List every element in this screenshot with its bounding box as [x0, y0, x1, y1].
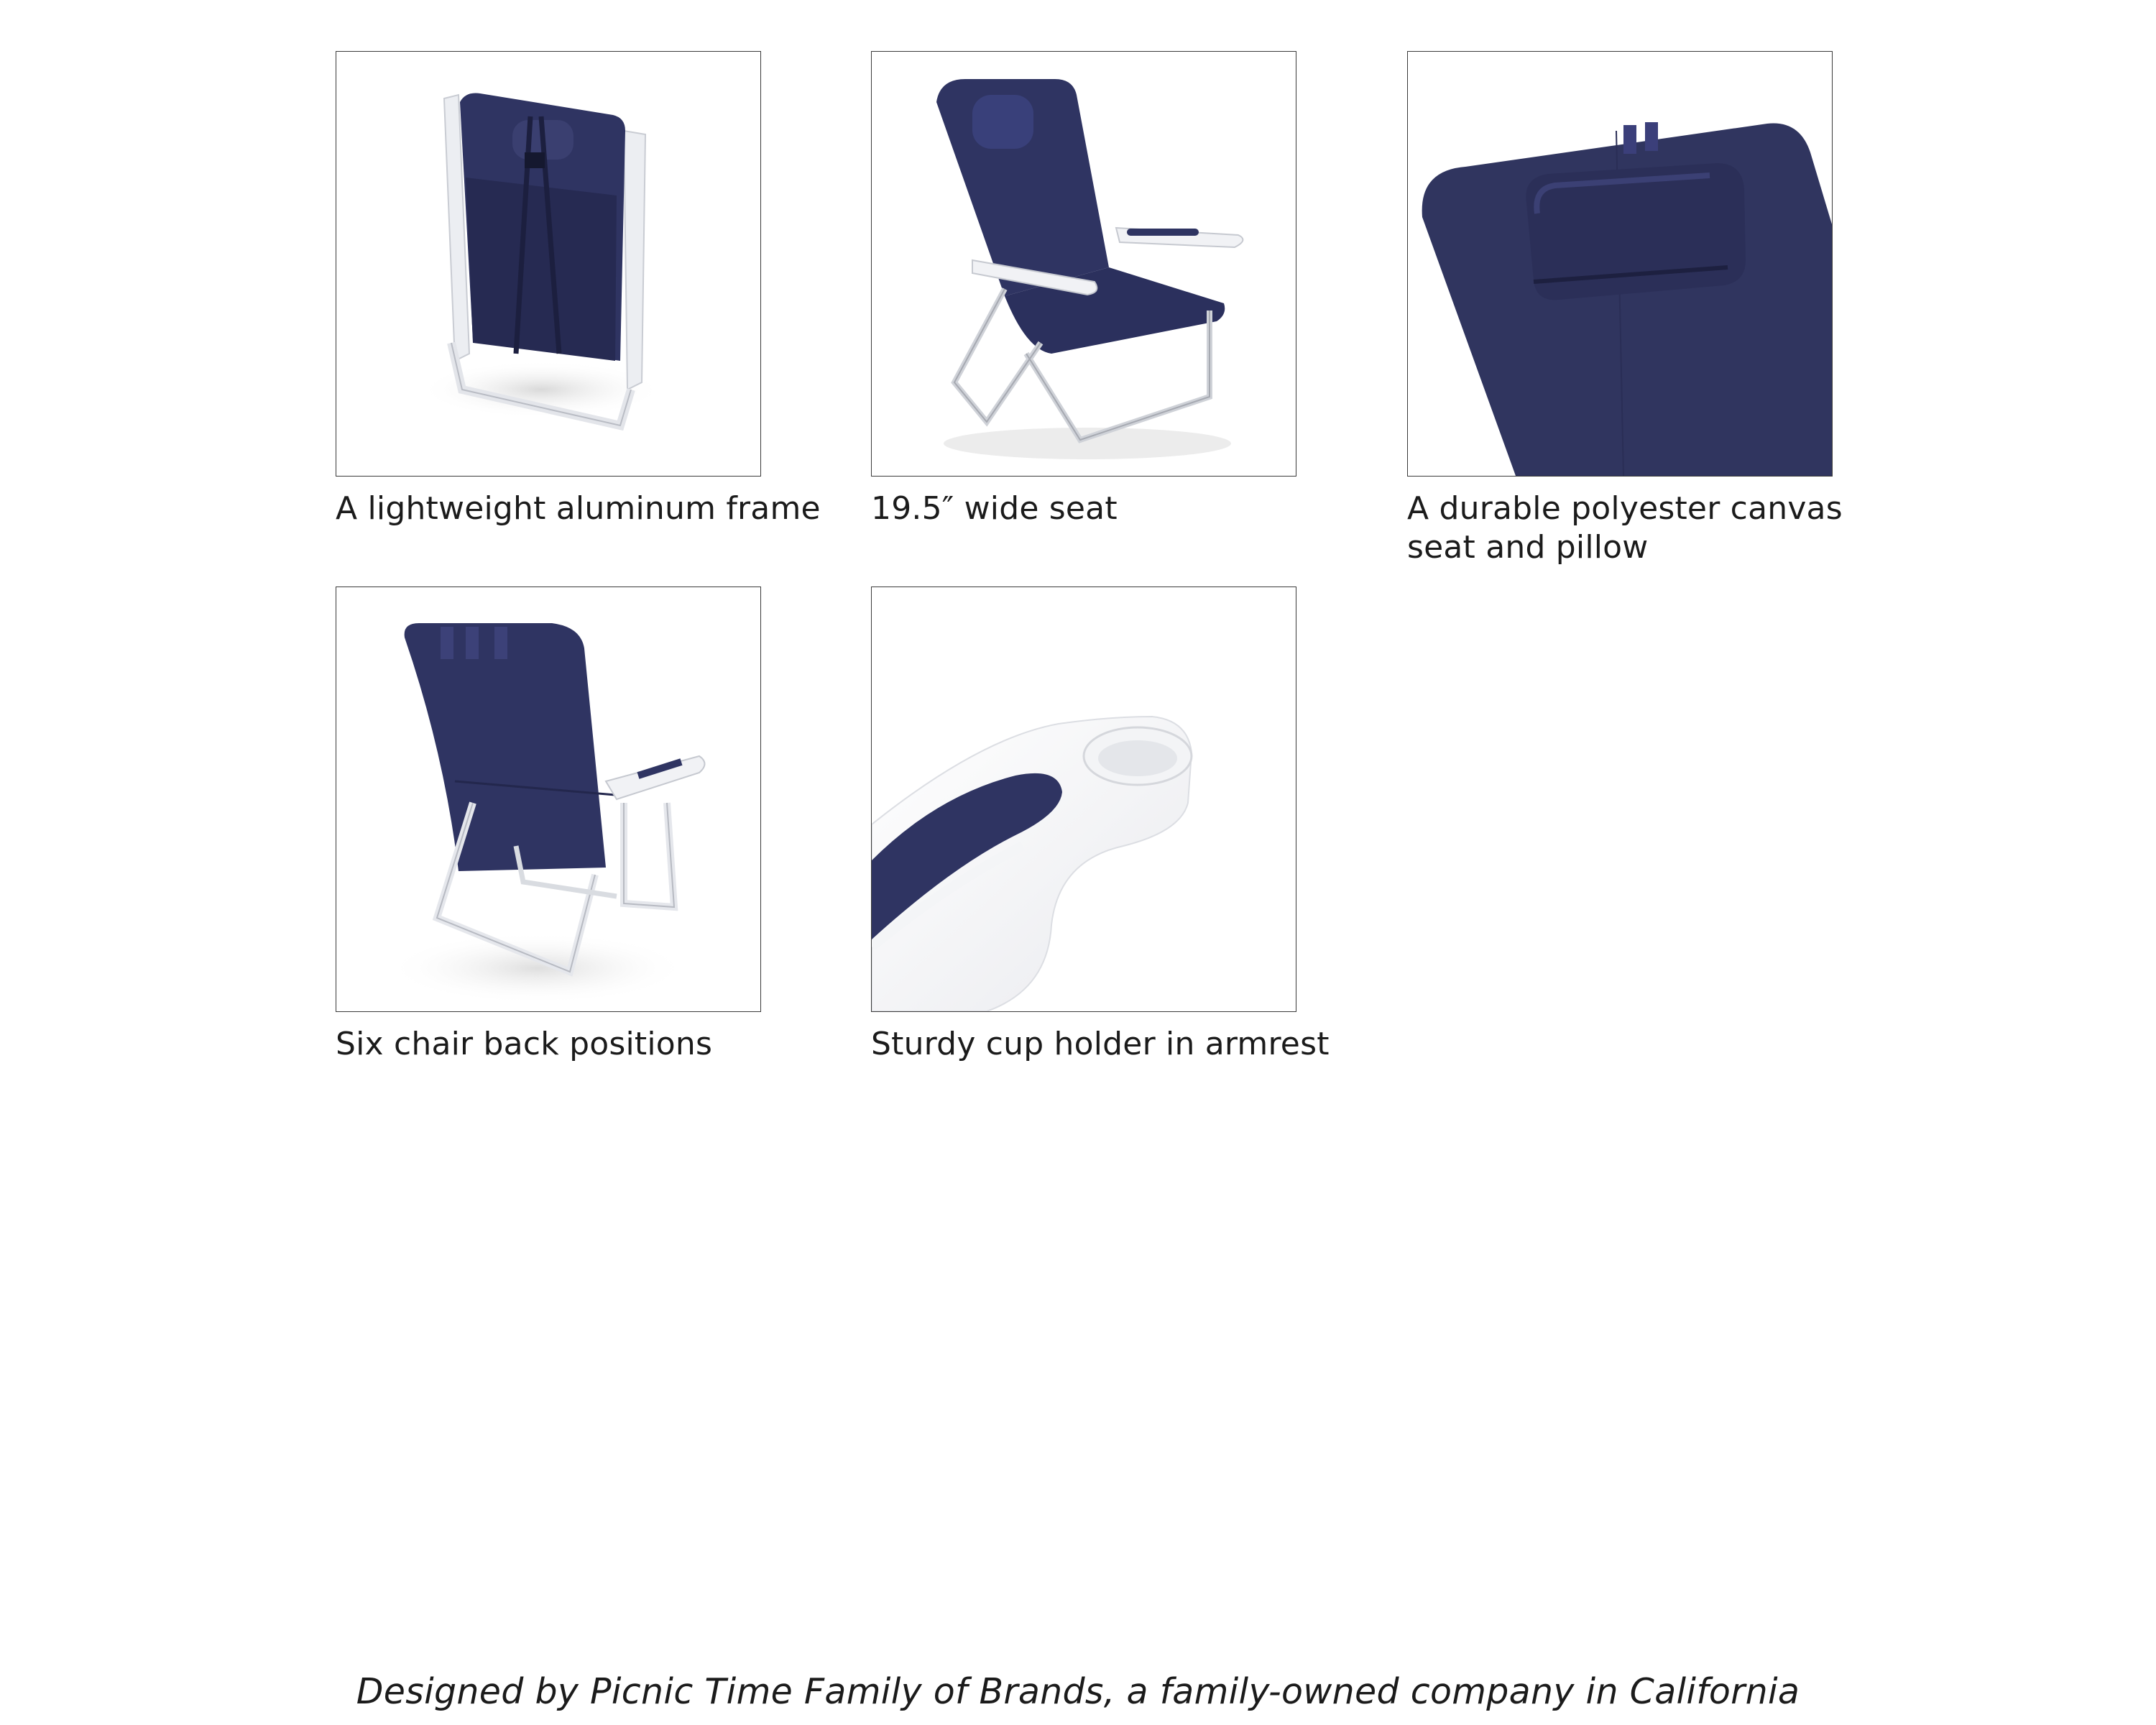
feature-card-cup-holder: [871, 586, 1330, 1064]
footer-tagline: Designed by Picnic Time Family of Brands, a family-owned company in California: [356, 1671, 1800, 1712]
feature-card-polyester-canvas: [1407, 51, 1843, 567]
feature-caption: A durable polyester canvas seat and pillow: [1407, 490, 1843, 566]
product-photo-headrest-closeup: [1407, 51, 1833, 477]
feature-caption: 19.5″ wide seat: [871, 490, 1118, 527]
feature-card-wide-seat: [871, 51, 1296, 528]
feature-card-back-positions: [336, 586, 761, 1064]
feature-card-aluminum-frame: [336, 51, 821, 528]
cup-holder-closeup-image: [872, 587, 1296, 1011]
feature-caption: Sturdy cup holder in armrest: [871, 1026, 1330, 1062]
product-photo-reclining-chair: [871, 51, 1296, 477]
folded-chair-image: [336, 52, 760, 476]
chair-rear-image: [336, 587, 760, 1011]
product-photo-cup-holder-closeup: [871, 586, 1296, 1012]
feature-caption: A lightweight aluminum frame: [336, 490, 821, 527]
headrest-closeup-image: [1408, 52, 1832, 476]
reclining-chair-image: [872, 52, 1296, 476]
product-photo-chair-rear: [336, 586, 761, 1012]
product-photo-folded-chair: [336, 51, 761, 477]
feature-caption: Six chair back positions: [336, 1026, 713, 1062]
